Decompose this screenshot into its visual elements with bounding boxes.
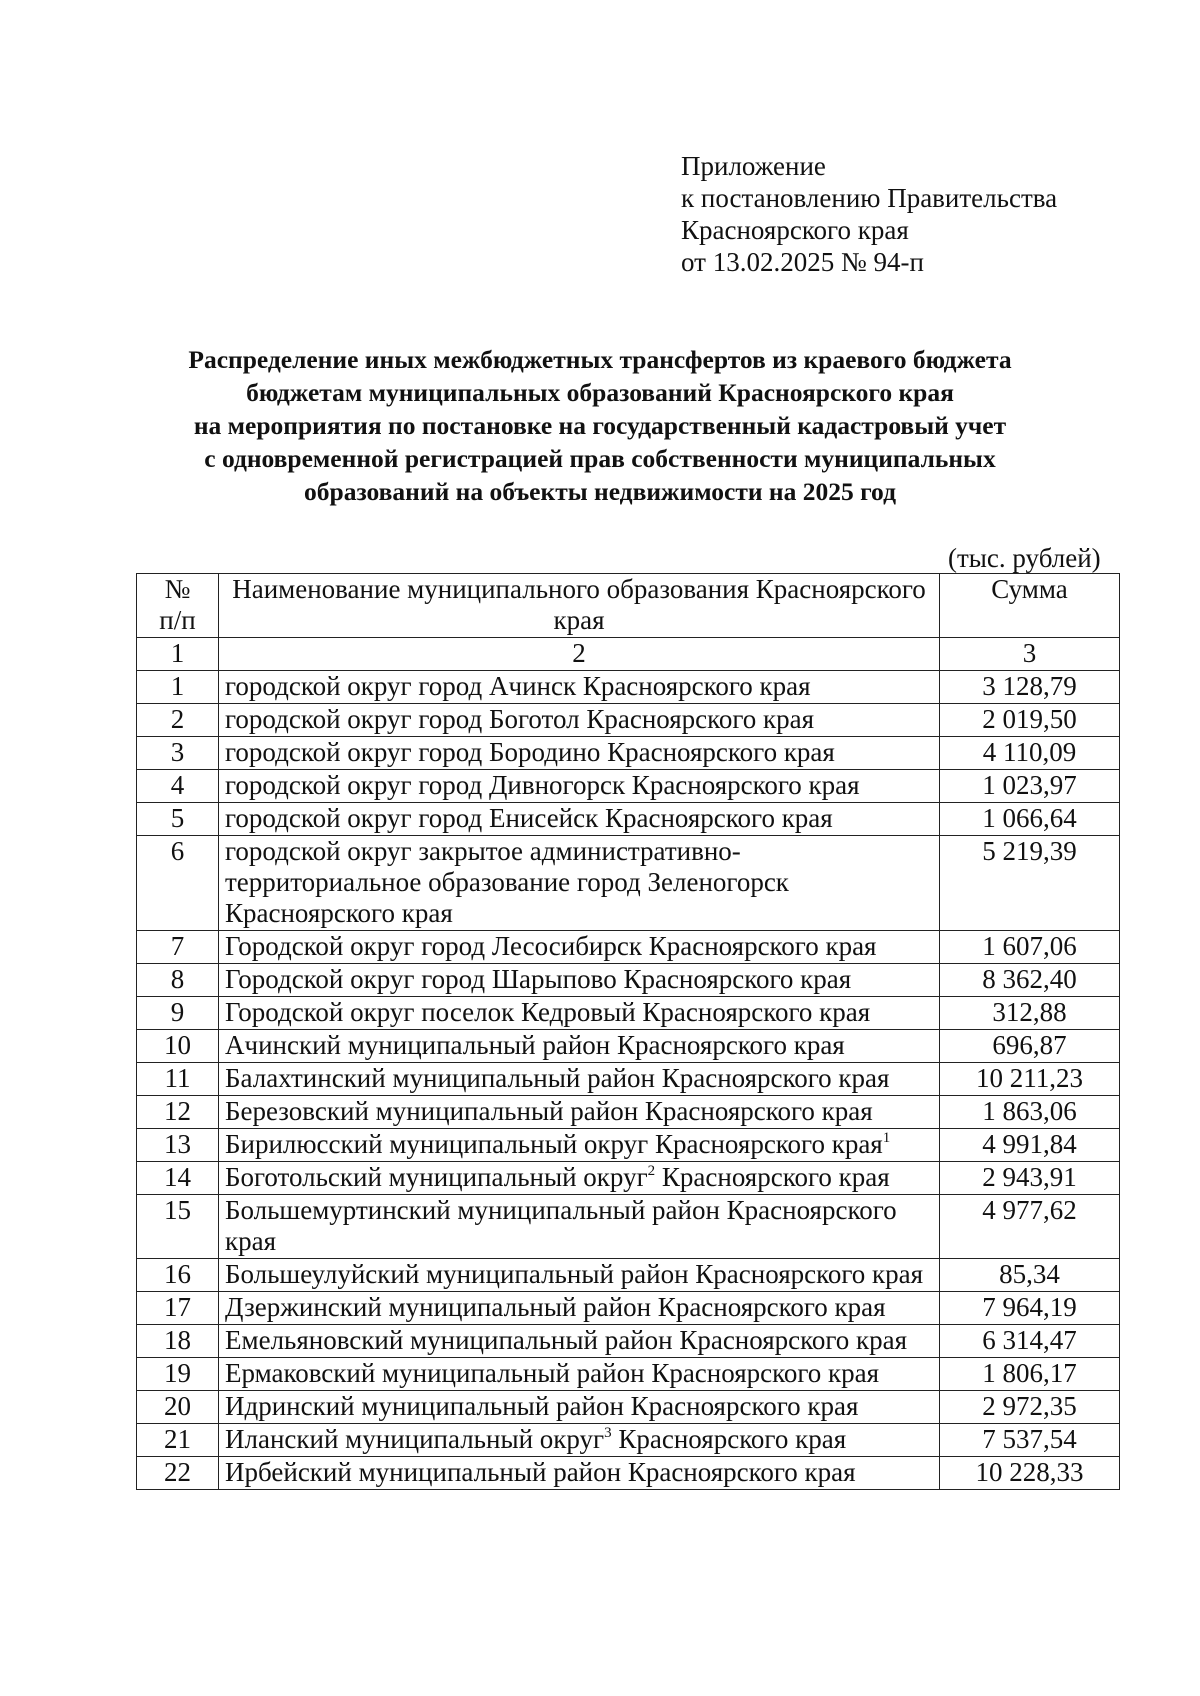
name-text: городской округ город Ачинск Красноярского края bbox=[225, 671, 811, 701]
row-sum: 1 066,64 bbox=[940, 803, 1120, 836]
appendix-block bbox=[681, 150, 1057, 278]
table-row bbox=[137, 1063, 1120, 1096]
name-text: Городской округ поселок Кедровый Красноярского края bbox=[225, 997, 871, 1027]
column-number-3: 3 bbox=[940, 638, 1120, 671]
row-number: 11 bbox=[137, 1063, 219, 1096]
row-number: 17 bbox=[137, 1292, 219, 1325]
title-line-1: Распределение иных межбюджетных трансфертов из краевого бюджета bbox=[188, 345, 1012, 374]
row-sum: 8 362,40 bbox=[940, 964, 1120, 997]
municipality-name bbox=[219, 737, 940, 770]
row-number: 3 bbox=[137, 737, 219, 770]
name-text: городской округ город Бородино Красноярского края bbox=[225, 737, 835, 767]
title-line-5: образований на объекты недвижимости на 2025 год bbox=[304, 477, 896, 506]
footnote-marker: 1 bbox=[882, 1130, 891, 1146]
municipality-name bbox=[219, 1292, 940, 1325]
row-sum: 4 991,84 bbox=[940, 1129, 1120, 1162]
name-text: Березовский муниципальный район Красноярского края bbox=[225, 1096, 873, 1126]
name-text: Балахтинский муниципальный район Красноярского края bbox=[225, 1063, 890, 1093]
row-number: 21 bbox=[137, 1424, 219, 1457]
appendix-line-4: от 13.02.2025 № 94-п bbox=[681, 247, 924, 277]
table-row bbox=[137, 803, 1120, 836]
row-sum: 2 972,35 bbox=[940, 1391, 1120, 1424]
row-number: 9 bbox=[137, 997, 219, 1030]
municipality-name bbox=[219, 671, 940, 704]
row-number: 7 bbox=[137, 931, 219, 964]
footnote-marker: 2 bbox=[647, 1163, 656, 1179]
title-line-2: бюджетам муниципальных образований Красноярского края bbox=[246, 378, 954, 407]
municipality-name bbox=[219, 704, 940, 737]
row-sum: 4 977,62 bbox=[940, 1195, 1120, 1259]
row-number: 1 bbox=[137, 671, 219, 704]
appendix-line-2: к постановлению Правительства bbox=[681, 183, 1058, 213]
municipality-name bbox=[219, 770, 940, 803]
table-row bbox=[137, 836, 1120, 931]
distribution-table bbox=[136, 573, 1120, 1490]
title-line-4: с одновременной регистрацией прав собственности муниципальных bbox=[204, 444, 996, 473]
municipality-name bbox=[219, 1162, 940, 1195]
row-number: 19 bbox=[137, 1358, 219, 1391]
municipality-name bbox=[219, 997, 940, 1030]
header-number: № п/п bbox=[137, 574, 219, 638]
municipality-name bbox=[219, 1325, 940, 1358]
units-label: (тыс. рублей) bbox=[948, 543, 1101, 573]
row-number: 15 bbox=[137, 1195, 219, 1259]
table-row bbox=[137, 1096, 1120, 1129]
row-sum: 312,88 bbox=[940, 997, 1120, 1030]
row-sum: 696,87 bbox=[940, 1030, 1120, 1063]
name-text: городской округ закрытое административно-территориальное образование город Зеленогорск Красноярского края bbox=[225, 836, 789, 928]
municipality-name bbox=[219, 803, 940, 836]
table-row bbox=[137, 964, 1120, 997]
municipality-name bbox=[219, 1259, 940, 1292]
row-sum: 85,34 bbox=[940, 1259, 1120, 1292]
row-number: 2 bbox=[137, 704, 219, 737]
table-row bbox=[137, 770, 1120, 803]
row-number: 14 bbox=[137, 1162, 219, 1195]
row-sum: 1 607,06 bbox=[940, 931, 1120, 964]
name-text: Идринский муниципальный район Красноярского края bbox=[225, 1391, 859, 1421]
row-sum: 2 943,91 bbox=[940, 1162, 1120, 1195]
table-row bbox=[137, 671, 1120, 704]
row-sum: 6 314,47 bbox=[940, 1325, 1120, 1358]
appendix-line-1: Приложение bbox=[681, 151, 826, 181]
name-text: Большеулуйский муниципальный район Красноярского края bbox=[225, 1259, 924, 1289]
table-row bbox=[137, 1292, 1120, 1325]
name-text: городской округ город Дивногорск Красноярского края bbox=[225, 770, 860, 800]
name-text: Дзержинский муниципальный район Красноярского края bbox=[225, 1292, 886, 1322]
document-title bbox=[120, 343, 1080, 508]
municipality-name bbox=[219, 1096, 940, 1129]
header-sum: Сумма bbox=[940, 574, 1120, 638]
table-row bbox=[137, 1424, 1120, 1457]
row-number: 18 bbox=[137, 1325, 219, 1358]
municipality-name bbox=[219, 1129, 940, 1162]
municipality-name bbox=[219, 1195, 940, 1259]
column-number-2: 2 bbox=[219, 638, 940, 671]
name-part: Красноярского края bbox=[655, 1162, 890, 1192]
row-sum: 10 211,23 bbox=[940, 1063, 1120, 1096]
row-number: 4 bbox=[137, 770, 219, 803]
table-body bbox=[137, 671, 1120, 1490]
municipality-name bbox=[219, 1457, 940, 1490]
municipality-name bbox=[219, 964, 940, 997]
name-text: городской округ город Боготол Красноярского края bbox=[225, 704, 815, 734]
municipality-name bbox=[219, 1030, 940, 1063]
table-row bbox=[137, 1129, 1120, 1162]
table-row bbox=[137, 1457, 1120, 1490]
name-text: Городской округ город Лесосибирск Красноярского края bbox=[225, 931, 877, 961]
name-text: Ачинский муниципальный район Красноярского края bbox=[225, 1030, 845, 1060]
row-sum: 1 863,06 bbox=[940, 1096, 1120, 1129]
row-sum: 3 128,79 bbox=[940, 671, 1120, 704]
name-text: Большемуртинский муниципальный район Красноярского края bbox=[225, 1195, 897, 1256]
name-text: городской округ город Енисейск Красноярского края bbox=[225, 803, 833, 833]
table-row bbox=[137, 737, 1120, 770]
municipality-name bbox=[219, 931, 940, 964]
table-row bbox=[137, 1325, 1120, 1358]
municipality-name bbox=[219, 1424, 940, 1457]
row-sum: 5 219,39 bbox=[940, 836, 1120, 931]
row-sum: 10 228,33 bbox=[940, 1457, 1120, 1490]
table-row bbox=[137, 1030, 1120, 1063]
name-part: Красноярского края bbox=[611, 1424, 847, 1454]
table-row bbox=[137, 704, 1120, 737]
table-row bbox=[137, 931, 1120, 964]
table-row bbox=[137, 1162, 1120, 1195]
name-text: Ермаковский муниципальный район Красноярского края bbox=[225, 1358, 880, 1388]
row-sum: 1 023,97 bbox=[940, 770, 1120, 803]
name-text: Емельяновский муниципальный район Красноярского края bbox=[225, 1325, 908, 1355]
appendix-line-3: Красноярского края bbox=[681, 215, 909, 245]
column-number-1: 1 bbox=[137, 638, 219, 671]
row-number: 16 bbox=[137, 1259, 219, 1292]
municipality-name bbox=[219, 1391, 940, 1424]
name-text: Ирбейский муниципальный район Красноярского края bbox=[225, 1457, 856, 1487]
column-number-row bbox=[137, 638, 1120, 671]
row-number: 10 bbox=[137, 1030, 219, 1063]
table-row bbox=[137, 1259, 1120, 1292]
row-number: 22 bbox=[137, 1457, 219, 1490]
name-text: Бирилюсский муниципальный округ Красноярского края bbox=[225, 1129, 883, 1159]
municipality-name bbox=[219, 1358, 940, 1391]
row-number: 8 bbox=[137, 964, 219, 997]
table-header-row bbox=[137, 574, 1120, 638]
table-row bbox=[137, 1195, 1120, 1259]
row-sum: 7 537,54 bbox=[940, 1424, 1120, 1457]
row-number: 12 bbox=[137, 1096, 219, 1129]
name-part: Боготольский муниципальный округ bbox=[225, 1162, 648, 1192]
municipality-name bbox=[219, 1063, 940, 1096]
row-sum: 4 110,09 bbox=[940, 737, 1120, 770]
table-row bbox=[137, 997, 1120, 1030]
row-number: 20 bbox=[137, 1391, 219, 1424]
header-name: Наименование муниципального образования Красноярского края bbox=[219, 574, 940, 638]
table-row bbox=[137, 1391, 1120, 1424]
title-line-3: на мероприятия по постановке на государственный кадастровый учет bbox=[193, 411, 1007, 440]
municipality-name bbox=[219, 836, 940, 931]
row-sum: 1 806,17 bbox=[940, 1358, 1120, 1391]
table-row bbox=[137, 1358, 1120, 1391]
footnote-marker: 3 bbox=[604, 1425, 612, 1441]
row-number: 5 bbox=[137, 803, 219, 836]
row-sum: 2 019,50 bbox=[940, 704, 1120, 737]
row-number: 6 bbox=[137, 836, 219, 931]
name-part: Иланский муниципальный округ bbox=[225, 1424, 605, 1454]
name-text: Городской округ город Шарыпово Красноярского края bbox=[225, 964, 852, 994]
row-number: 13 bbox=[137, 1129, 219, 1162]
row-sum: 7 964,19 bbox=[940, 1292, 1120, 1325]
